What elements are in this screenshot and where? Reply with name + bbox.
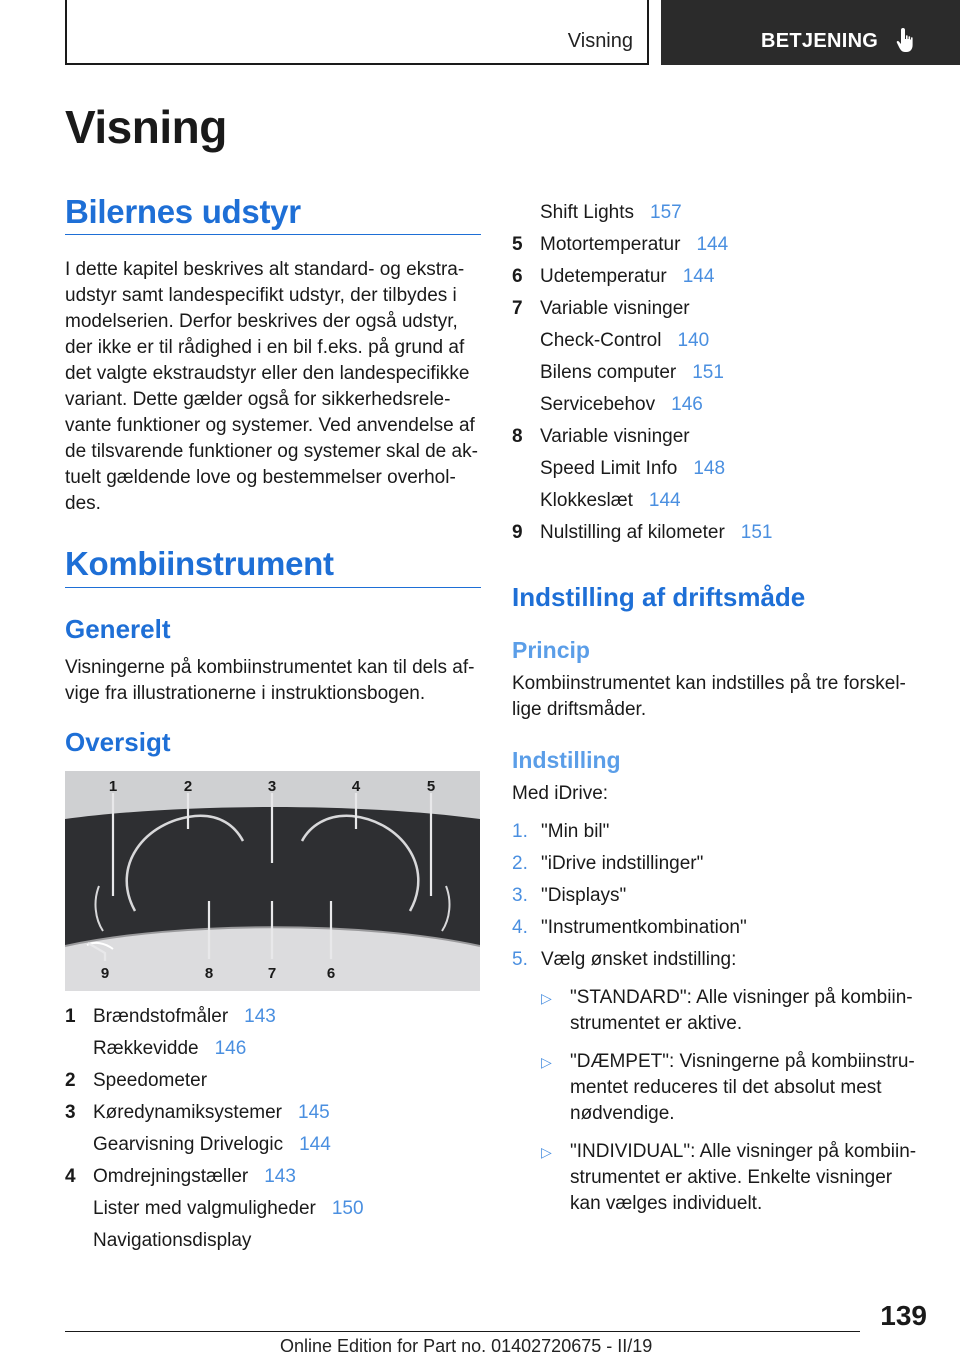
- heading-mode: Indstilling af driftsmåde: [512, 582, 806, 612]
- callout-8: 8: [204, 965, 214, 982]
- callout-1: 1: [108, 778, 118, 795]
- page-reference-link[interactable]: 143: [244, 1006, 276, 1027]
- setting-intro: Med iDrive:: [512, 783, 609, 804]
- callout-7: 7: [267, 965, 277, 982]
- bullet-triangle-icon: ▷: [541, 1054, 552, 1070]
- page-reference-link[interactable]: 144: [682, 266, 715, 287]
- page-reference-link[interactable]: 151: [692, 362, 724, 383]
- footer-rule: [65, 1331, 860, 1332]
- instrument-cluster-illustration: [65, 771, 480, 991]
- bullet-triangle-icon: ▷: [541, 990, 552, 1006]
- page-reference-link[interactable]: 146: [671, 394, 703, 415]
- heading-overview: Oversigt: [65, 727, 171, 757]
- page-reference-link[interactable]: 144: [299, 1134, 331, 1155]
- page-reference-link[interactable]: 151: [740, 522, 773, 543]
- heading-instrument: Kombiinstrument: [65, 545, 334, 582]
- page-reference-link[interactable]: 148: [693, 458, 726, 479]
- heading-equipment: Bilernes udstyr: [65, 193, 301, 230]
- principle-paragraph: Kombiinstrumentet kan indstilles på tre forskel- lige driftsmåder.: [512, 673, 906, 720]
- page-reference-link[interactable]: 143: [264, 1166, 296, 1187]
- running-header-title: Visning: [567, 30, 633, 52]
- page-reference-link[interactable]: 144: [696, 234, 729, 255]
- heading-setting: Indstilling: [512, 747, 621, 773]
- equipment-paragraph: I dette kapitel beskrives alt standard- og ekstra- udstyr samt landespecifikt udstyr, der tilbydes i modelserien. Derfor beskrives der også udstyr, der ikke er til rådighed i en bil f.eks. på grund af det valgte ekstraudstyr eller den landespecifikke variant. Dette gælder også for sikkerhedsrele- vante funktioner og systemer. Ved anvendelse af de tilsvarende funktioner og systemer skal de ak- tuelt gældende love og bestemmelser overhol- des.: [65, 259, 478, 514]
- callout-9: 9: [100, 965, 110, 982]
- general-paragraph: Visningerne på kombiinstrumentet kan til dels af- vige fra illustrationerne i instruktionsbogen.: [65, 657, 475, 704]
- heading-rule: [65, 587, 481, 588]
- callout-6: 6: [326, 965, 336, 982]
- page-reference-link[interactable]: 144: [648, 490, 681, 511]
- section-tab: [661, 0, 960, 65]
- hand-pointer-icon: [895, 26, 919, 54]
- footer-edition: Online Edition for Part no. 01402720675 - II/19: [280, 1336, 653, 1356]
- callout-4: 4: [351, 778, 361, 795]
- page-reference-link[interactable]: 145: [298, 1102, 330, 1123]
- page-reference-link[interactable]: 146: [214, 1038, 247, 1059]
- page-reference-link[interactable]: 150: [331, 1198, 364, 1219]
- page-number: 139: [880, 1300, 927, 1331]
- running-header: [65, 0, 649, 65]
- callout-5: 5: [426, 778, 436, 795]
- heading-general: Generelt: [65, 614, 171, 644]
- callout-3: 3: [267, 778, 277, 795]
- page-reference-link[interactable]: 140: [677, 330, 710, 351]
- page-reference-link[interactable]: 157: [650, 202, 682, 223]
- heading-rule: [65, 234, 481, 235]
- callout-2: 2: [183, 778, 193, 795]
- bullet-triangle-icon: ▷: [541, 1144, 552, 1160]
- heading-principle: Princip: [512, 637, 590, 663]
- section-tab-label: BETJENING: [761, 30, 879, 52]
- page-title: Visning: [65, 101, 227, 153]
